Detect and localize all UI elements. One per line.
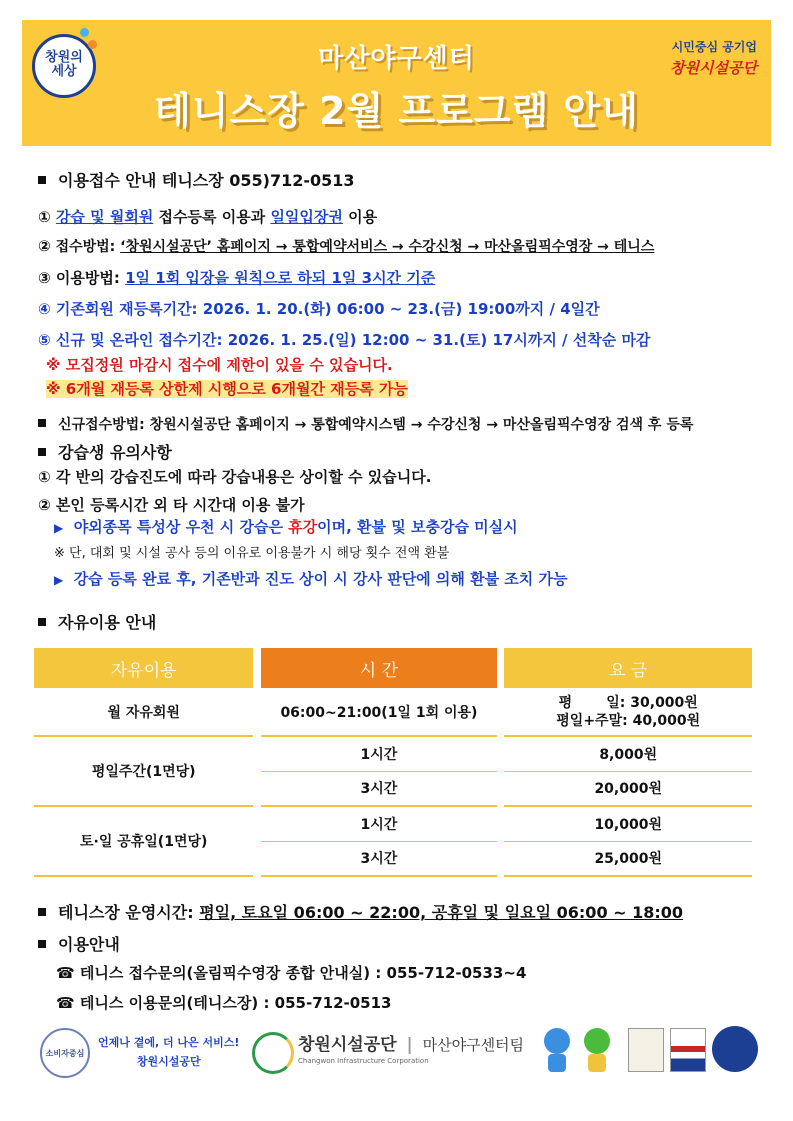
page-title: 테니스장 2월 프로그램 안내 xyxy=(154,89,639,133)
section-heading-students: 강습생 유의사항 xyxy=(38,440,172,463)
mascot-blue-icon xyxy=(544,1028,570,1054)
cell-gap xyxy=(253,841,261,876)
section-heading-free-use: 자유이용 안내 xyxy=(38,610,156,633)
table-row xyxy=(34,688,752,736)
city-logo: 창원의 세상 xyxy=(32,34,96,98)
section-heading-registration: 이용접수 안내 테니스장 055)712-0513 xyxy=(38,168,355,191)
ccm-logo: 소비자중심 xyxy=(40,1028,90,1078)
row-label: 토·일 공휴일(1면당) xyxy=(34,806,253,876)
cell-gap xyxy=(253,771,261,806)
triangle-right-icon: ▶ xyxy=(54,573,64,587)
header-gap xyxy=(253,648,261,688)
row-fee: 25,000원 xyxy=(504,841,752,876)
cell-gap xyxy=(497,841,505,876)
reg-item-4: ④ 기존회원 재등록기간: 2026. 1. 20.(화) 06:00 ~ 23.(금) 19:00까지 / 4일간 xyxy=(38,300,600,318)
row-time: 1시간 xyxy=(261,806,496,841)
human-rights-badge-icon xyxy=(712,1026,758,1072)
mascot-green-icon xyxy=(584,1028,610,1054)
row-fee: 10,000원 xyxy=(504,806,752,841)
col-header-type: 자유이용 xyxy=(34,648,253,688)
divider: | xyxy=(406,1035,413,1055)
cell-gap xyxy=(497,736,505,771)
table-row xyxy=(34,806,752,841)
corp-logo xyxy=(670,38,757,78)
bullet-square-icon xyxy=(38,448,46,456)
flag-badge-icon xyxy=(670,1028,706,1072)
corp-tagline: 시민중심 공기업 xyxy=(671,40,757,54)
signup-method: 신규접수방법: 창원시설공단 홈페이지 → 통합예약시스템 → 수강신청 → 마산올림픽수영장 검색 후 등록 xyxy=(38,414,693,434)
student-note-2: ② 본인 등록시간 외 타 시간대 이용 불가 xyxy=(38,496,305,514)
row-time: 06:00~21:00(1일 1회 이용) xyxy=(261,688,496,736)
reg-item-3: ③ 이용방법: 1일 1회 입장을 원칙으로 하되 1일 3시간 기준 xyxy=(38,269,436,287)
student-subnote-1: ▶ 야외종목 특성상 우천 시 강습은 휴강이며, 환불 및 보충강습 미실시 xyxy=(54,518,518,536)
cell-gap xyxy=(253,736,261,771)
phone-inquiry-2: ☎ 테니스 이용문의(테니스장) : 055-712-0513 xyxy=(56,994,392,1012)
cell-gap xyxy=(253,688,261,736)
cell-gap xyxy=(253,806,261,841)
row-time: 3시간 xyxy=(261,841,496,876)
col-header-time: 시 간 xyxy=(261,648,496,688)
phone-inquiry-1: ☎ 테니스 접수문의(올림픽수영장 종합 안내실) : 055-712-0533~4 xyxy=(56,964,527,982)
reg-item-5: ⑤ 신규 및 온라인 접수기간: 2026. 1. 25.(일) 12:00 ~ 31.(토) 17시까지 / 선착순 마감 xyxy=(38,331,651,349)
footer-logos xyxy=(40,1022,760,1080)
bullet-square-icon xyxy=(38,176,46,184)
reg-item-1: ① 강습 및 월회원 접수등록 이용과 일일입장권 이용 xyxy=(38,208,378,226)
student-subnote-3: ▶ 강습 등록 완료 후, 기존반과 진도 상이 시 강사 판단에 의해 환불 조치 가능 xyxy=(54,570,568,588)
reg-item-2: ② 접수방법: ‘창원시설공단’ 홈페이지 → 통합예약서비스 → 수강신청 → 마산올림픽수영장 → 테니스 xyxy=(38,237,655,255)
row-time: 3시간 xyxy=(261,771,496,806)
student-subnote-2: ※ 단, 대회 및 시설 공사 등의 이유로 이용불가 시 해당 횟수 전액 환불 xyxy=(54,546,450,561)
bullet-square-icon xyxy=(38,908,46,916)
row-label: 월 자유회원 xyxy=(34,688,253,736)
table-row xyxy=(34,736,752,771)
student-note-1: ① 각 반의 강습진도에 따라 강습내용은 상이할 수 있습니다. xyxy=(38,468,432,486)
slogan: 언제나 곁에, 더 나은 서비스! 창원시설공단 xyxy=(98,1036,240,1068)
row-fee: 8,000원 xyxy=(504,736,752,771)
header-gap xyxy=(497,648,505,688)
row-time: 1시간 xyxy=(261,736,496,771)
triangle-right-icon: ▶ xyxy=(54,521,64,535)
fee-table xyxy=(34,648,752,877)
changwon-emblem xyxy=(252,1032,294,1074)
header-banner xyxy=(22,20,771,146)
row-label: 평일주간(1면당) xyxy=(34,736,253,806)
row-fee: 20,000원 xyxy=(504,771,752,806)
bullet-square-icon xyxy=(38,419,46,427)
corp-logo-footer: 창원시설공단 | 마산야구센터팀 Changwon Infrastructure Corporation xyxy=(298,1035,525,1065)
bullet-square-icon xyxy=(38,618,46,626)
corp-name: 창원시설공단 xyxy=(670,59,757,77)
mascot-green-body xyxy=(588,1054,606,1072)
bullet-square-icon xyxy=(38,940,46,948)
cell-gap xyxy=(497,688,505,736)
reg-note-2: ※ 6개월 재등록 상한제 시행으로 6개월간 재등록 가능 xyxy=(46,380,408,398)
cell-gap xyxy=(497,806,505,841)
cell-gap xyxy=(497,771,505,806)
mascot-blue-body xyxy=(548,1054,566,1072)
fee-table-header xyxy=(34,648,752,688)
page-subtitle: 마산야구센터 xyxy=(318,44,475,74)
col-header-fee: 요 금 xyxy=(504,648,752,688)
reg-note-1: ※ 모집정원 마감시 접수에 제한이 있을 수 있습니다. xyxy=(46,356,393,374)
operating-hours: 테니스장 운영시간: 평일, 토요일 06:00 ~ 22:00, 공휴일 및 일요일 06:00 ~ 18:00 xyxy=(38,900,683,923)
section-heading-info: 이용안내 xyxy=(38,932,120,955)
row-fee: 평 일: 30,000원 평일+주말: 40,000원 xyxy=(504,688,752,736)
certificate-icon xyxy=(628,1028,664,1072)
decor-dot xyxy=(80,28,89,37)
